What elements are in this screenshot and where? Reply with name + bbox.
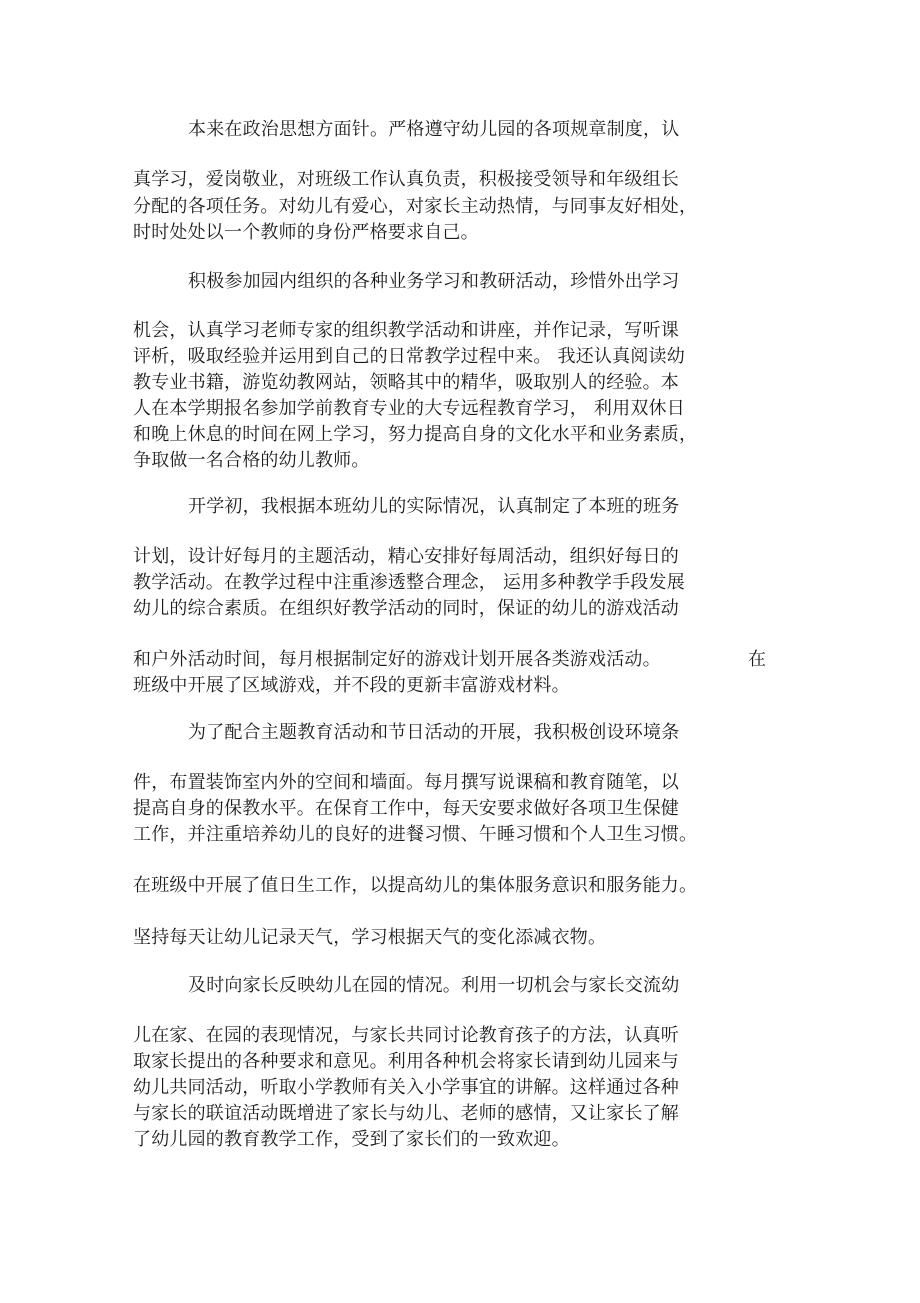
paragraph-2-line-2: 机会，认真学习老师专家的组织教学活动和讲座，并作记录，写听课 xyxy=(133,320,679,341)
paragraph-5-line-6: 了幼儿园的教育教学工作，受到了家长们的一致欢迎。 xyxy=(133,1129,570,1150)
paragraph-1-line-1: 本来在政治思想方面针。严格遵守幼儿园的各项规章制度，认 xyxy=(188,119,680,140)
paragraph-4-line-4: 工作，并注重培养幼儿的良好的进餐习惯、午睡习惯和个人卫生习惯。 xyxy=(133,824,698,845)
paragraph-3-line-5-tail: 在 xyxy=(748,649,767,670)
paragraph-3-line-2: 计划，设计好每月的主题活动，精心安排好每周活动，组织好每日的 xyxy=(133,546,679,567)
paragraph-4-line-5: 在班级中开展了值日生工作，以提高幼儿的集体服务意识和服务能力。 xyxy=(133,875,698,896)
paragraph-2-line-5: 人在本学期报名参加学前教育专业的大专远程教育学习， 利用双休日 xyxy=(133,398,685,419)
paragraph-3-line-5: 和户外活动时间，每月根据制定好的游戏计划开展各类游戏活动。 xyxy=(133,649,661,670)
paragraph-5-line-1: 及时向家长反映幼儿在园的情况。利用一切机会与家长交流幼 xyxy=(188,975,680,996)
paragraph-3-line-1: 开学初，我根据本班幼儿的实际情况，认真制定了本班的班务 xyxy=(188,496,680,517)
paragraph-4-line-6: 坚持每天让幼儿记录天气，学习根据天气的变化添减衣物。 xyxy=(133,927,607,948)
paragraph-1-line-3: 分配的各项任务。对幼儿有爱心，对家长主动热情，与同事友好相处， xyxy=(133,196,698,217)
paragraph-3-line-6: 班级中开展了区域游戏，并不段的更新丰富游戏材料。 xyxy=(133,675,570,696)
paragraph-2-line-6: 和晚上休息的时间在网上学习，努力提高自身的文化水平和业务素质， xyxy=(133,424,698,445)
paragraph-4-line-3: 提高自身的保教水平。在保育工作中，每天安要求做好各项卫生保健 xyxy=(133,798,679,819)
paragraph-2-line-4: 教专业书籍，游览幼教网站，领略其中的精华，吸取别人的经验。本 xyxy=(133,372,679,393)
paragraph-1-line-2: 真学习，爱岗敬业，对班级工作认真负责，积极接受领导和年级组长 xyxy=(133,169,679,190)
paragraph-5-line-5: 与家长的联谊活动既增进了家长与幼儿、老师的感情，又让家长了解 xyxy=(133,1103,679,1124)
paragraph-5-line-2: 儿在家、在园的表现情况，与家长共同讨论教育孩子的方法，认真听 xyxy=(133,1025,679,1046)
paragraph-5-line-3: 取家长提出的各种要求和意见。利用各种机会将家长请到幼儿园来与 xyxy=(133,1051,679,1072)
paragraph-2-line-1: 积极参加园内组织的各种业务学习和教研活动，珍惜外出学习 xyxy=(188,271,680,292)
paragraph-3-line-4: 幼儿的综合素质。在组织好教学活动的同时，保证的幼儿的游戏活动 xyxy=(133,598,679,619)
paragraph-4-line-2: 件，布置装饰室内外的空间和墙面。每月撰写说课稿和教育随笔，以 xyxy=(133,772,679,793)
paragraph-3-line-3: 教学活动。在教学过程中注重渗透整合理念， 运用多种教学手段发展 xyxy=(133,572,685,593)
paragraph-1-line-4: 时时处处以一个教师的身份严格要求自己。 xyxy=(133,222,479,243)
paragraph-2-line-7: 争取做一名合格的幼儿教师。 xyxy=(133,450,370,471)
paragraph-5-line-4: 幼儿共同活动，听取小学教师有关入小学事宜的讲解。这样通过各种 xyxy=(133,1077,679,1098)
paragraph-4-line-1: 为了配合主题教育活动和节日活动的开展，我积极创设环境条 xyxy=(188,722,680,743)
paragraph-2-line-3: 评析，吸取经验并运用到自己的日常教学过程中来。 我还认真阅读幼 xyxy=(133,346,685,367)
